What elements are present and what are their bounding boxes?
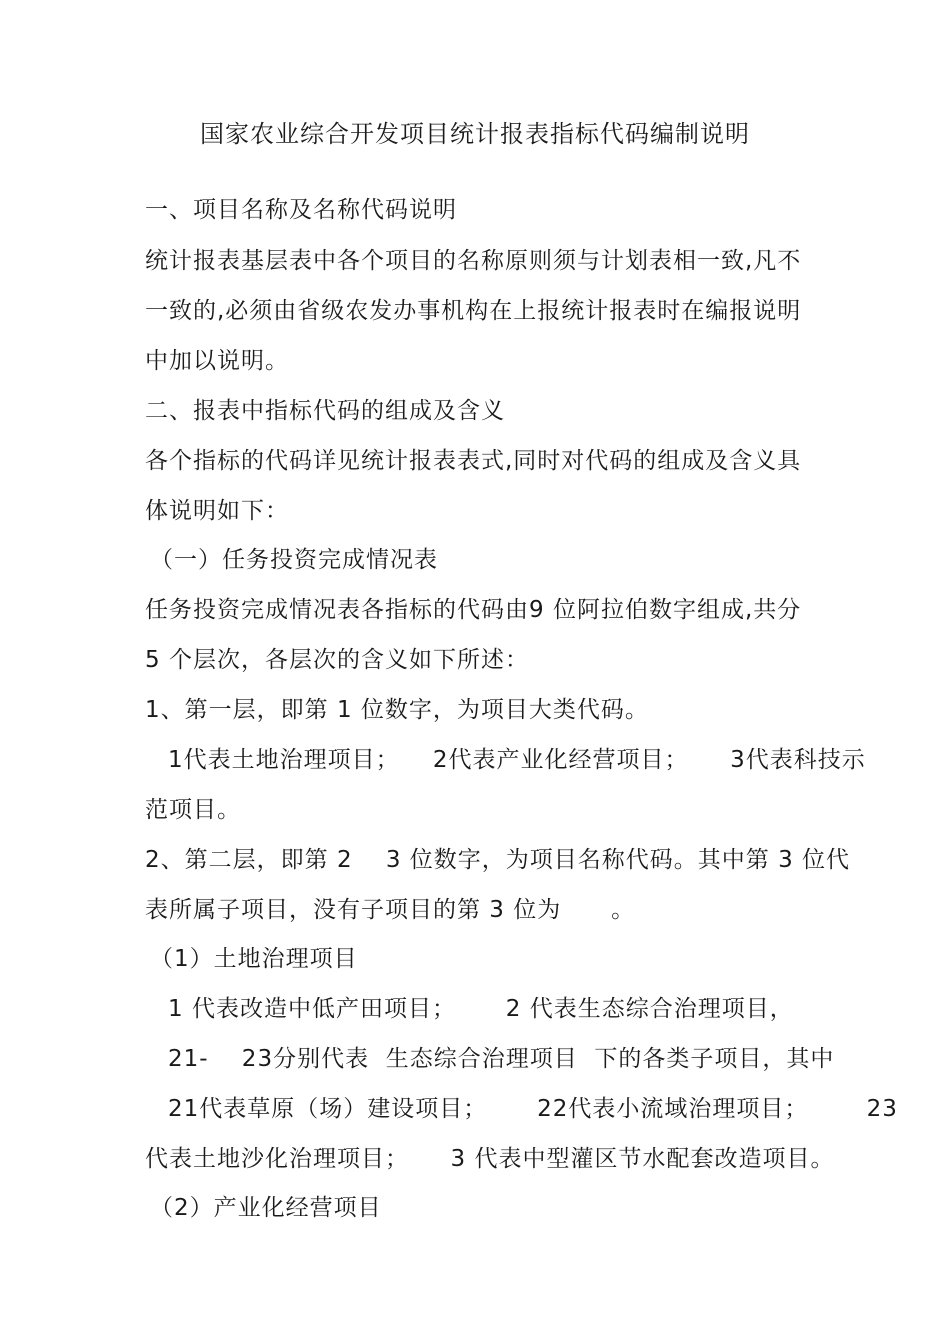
paragraph-line: 21- 23分别代表 生态综合治理项目 下的各类子项目，其中 (168, 1046, 835, 1072)
subsection-heading: （2）产业化经营项目 (150, 1195, 382, 1221)
paragraph-line: 代表土地沙化治理项目； 3 代表中型灌区节水配套改造项目。 (145, 1146, 835, 1172)
subsection-heading: （一）任务投资完成情况表 (150, 547, 438, 573)
paragraph-line: 1代表土地治理项目； 2代表产业化经营项目； 3代表科技示 (168, 747, 866, 773)
paragraph-line: 各个指标的代码详见统计报表表式,同时对代码的组成及含义具 (145, 448, 802, 474)
paragraph-line: 范项目。 (145, 797, 241, 823)
section-heading-2: 二、报表中指标代码的组成及含义 (145, 398, 505, 424)
paragraph-line: 2、第二层，即第 2 3 位数字，为项目名称代码。其中第 3 位代 (145, 847, 851, 873)
paragraph-line: 1 代表改造中低产田项目； 2 代表生态综合治理项目， (168, 996, 794, 1022)
paragraph-line: 中加以说明。 (145, 348, 289, 374)
subsection-heading: （1）土地治理项目 (150, 946, 358, 972)
paragraph-line: 5 个层次，各层次的含义如下所述： (145, 647, 529, 673)
paragraph-line: 表所属子项目，没有子项目的第 3 位为 。 (145, 897, 636, 923)
paragraph-line: 1、第一层，即第 1 位数字，为项目大类代码。 (145, 697, 649, 723)
paragraph-line: 统计报表基层表中各个项目的名称原则须与计划表相一致,凡不 (145, 248, 802, 274)
paragraph-line: 一致的,必须由省级农发办事机构在上报统计报表时在编报说明 (145, 298, 802, 324)
paragraph-line: 体说明如下： (145, 498, 289, 524)
section-heading-1: 一、项目名称及名称代码说明 (145, 197, 457, 223)
paragraph-line: 任务投资完成情况表各指标的代码由9 位阿拉伯数字组成,共分 (145, 597, 802, 623)
document-title: 国家农业综合开发项目统计报表指标代码编制说明 (200, 120, 750, 148)
paragraph-line: 21代表草原（场）建设项目； 22代表小流域治理项目； 23 (168, 1096, 898, 1122)
